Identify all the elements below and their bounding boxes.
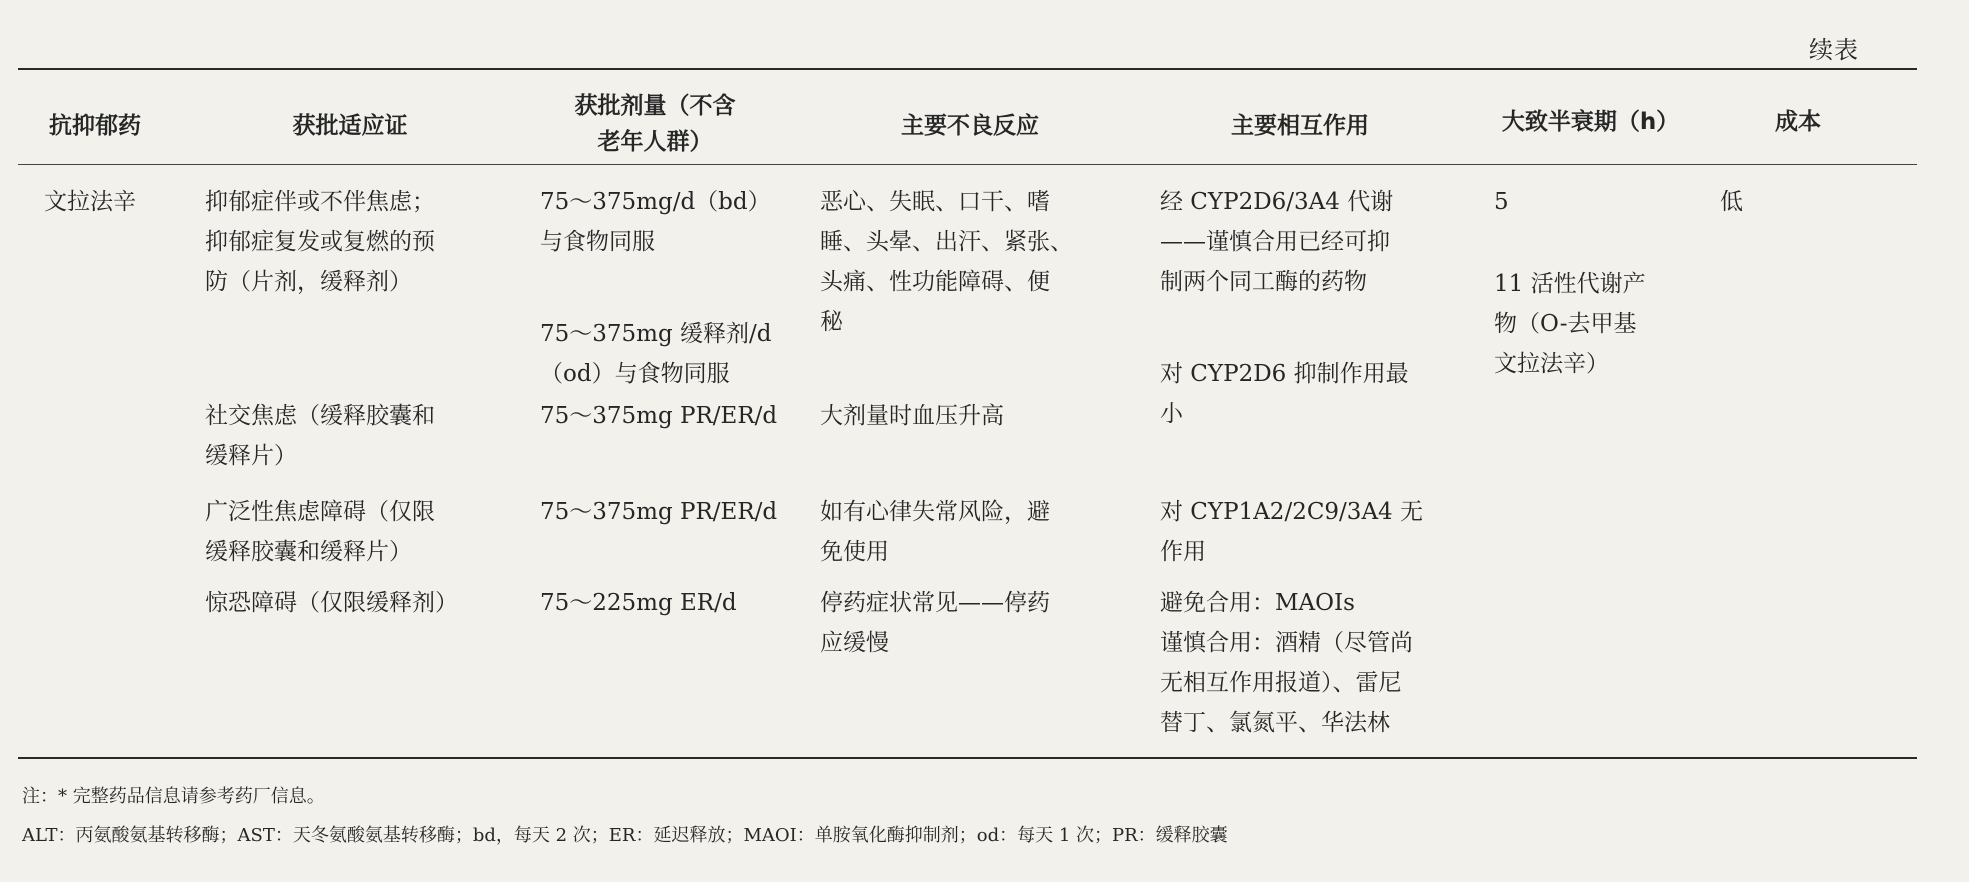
dose-4: 75～375mg PR/ER/d: [540, 499, 778, 525]
dose-5: 75～225mg ER/d: [540, 590, 737, 616]
interaction-3: 对 CYP1A2/2C9/3A4 无 作用: [1160, 499, 1423, 565]
header-interactions: 主要相互作用: [1231, 113, 1369, 139]
half-life-1: 5: [1494, 189, 1509, 215]
interaction-1: 经 CYP2D6/3A4 代谢 ——谨慎合用已经可抑 制两个同工酶的药物: [1160, 189, 1394, 295]
drug-name: 文拉法辛: [44, 189, 136, 215]
adverse-2: 大剂量时血压升高: [820, 403, 1004, 429]
indication-4: 惊恐障碍（仅限缓释剂）: [205, 590, 458, 616]
interaction-4: 避免合用：MAOIs 谨慎合用：酒精（尽管尚 无相互作用报道）、雷尼 替丁、氯氮平、华法林: [1160, 590, 1413, 736]
header-adverse: 主要不良反应: [901, 113, 1039, 139]
indication-1: 抑郁症伴或不伴焦虑； 抑郁症复发或复燃的预 防（片剂，缓释剂）: [205, 189, 435, 295]
header-dose: 获批剂量（不含 老年人群）: [574, 93, 736, 155]
header-half-life: 大致半衰期（h）: [1501, 109, 1680, 135]
header-cost: 成本: [1775, 109, 1821, 135]
dose-2: 75～375mg 缓释剂/d （od）与食物同服: [540, 321, 772, 387]
dose-1: 75～375mg/d（bd） 与食物同服: [540, 189, 771, 255]
bottom-rule: [18, 757, 1917, 759]
adverse-4: 停药症状常见——停药 应缓慢: [820, 590, 1050, 656]
header-indications: 获批适应证: [292, 113, 408, 139]
cost: 低: [1720, 189, 1743, 215]
continued-label: 续表: [1809, 36, 1859, 64]
adverse-3: 如有心律失常风险，避 免使用: [820, 499, 1050, 565]
adverse-1: 恶心、失眠、口干、嗜 睡、头晕、出汗、紧张、 头痛、性功能障碍、便 秘: [820, 189, 1073, 335]
interaction-2: 对 CYP2D6 抑制作用最 小: [1160, 361, 1409, 427]
footnote-1: 注：* 完整药品信息请参考药厂信息。: [22, 786, 325, 807]
header-drug: 抗抑郁药: [49, 113, 141, 139]
half-life-2: 11 活性代谢产 物（O-去甲基 文拉法辛）: [1494, 271, 1646, 377]
top-rule: [18, 68, 1917, 70]
header-rule: [18, 164, 1917, 165]
footnote-2: ALT：丙氨酸氨基转移酶；AST：天冬氨酸氨基转移酶；bd，每天 2 次；ER：延迟释放；MAOI：单胺氧化酶抑制剂；od：每天 1 次；PR：缓释胶囊: [22, 825, 1228, 846]
dose-3: 75～375mg PR/ER/d: [540, 403, 778, 429]
indication-3: 广泛性焦虑障碍（仅限 缓释胶囊和缓释片）: [205, 499, 435, 565]
indication-2: 社交焦虑（缓释胶囊和 缓释片）: [205, 403, 435, 469]
